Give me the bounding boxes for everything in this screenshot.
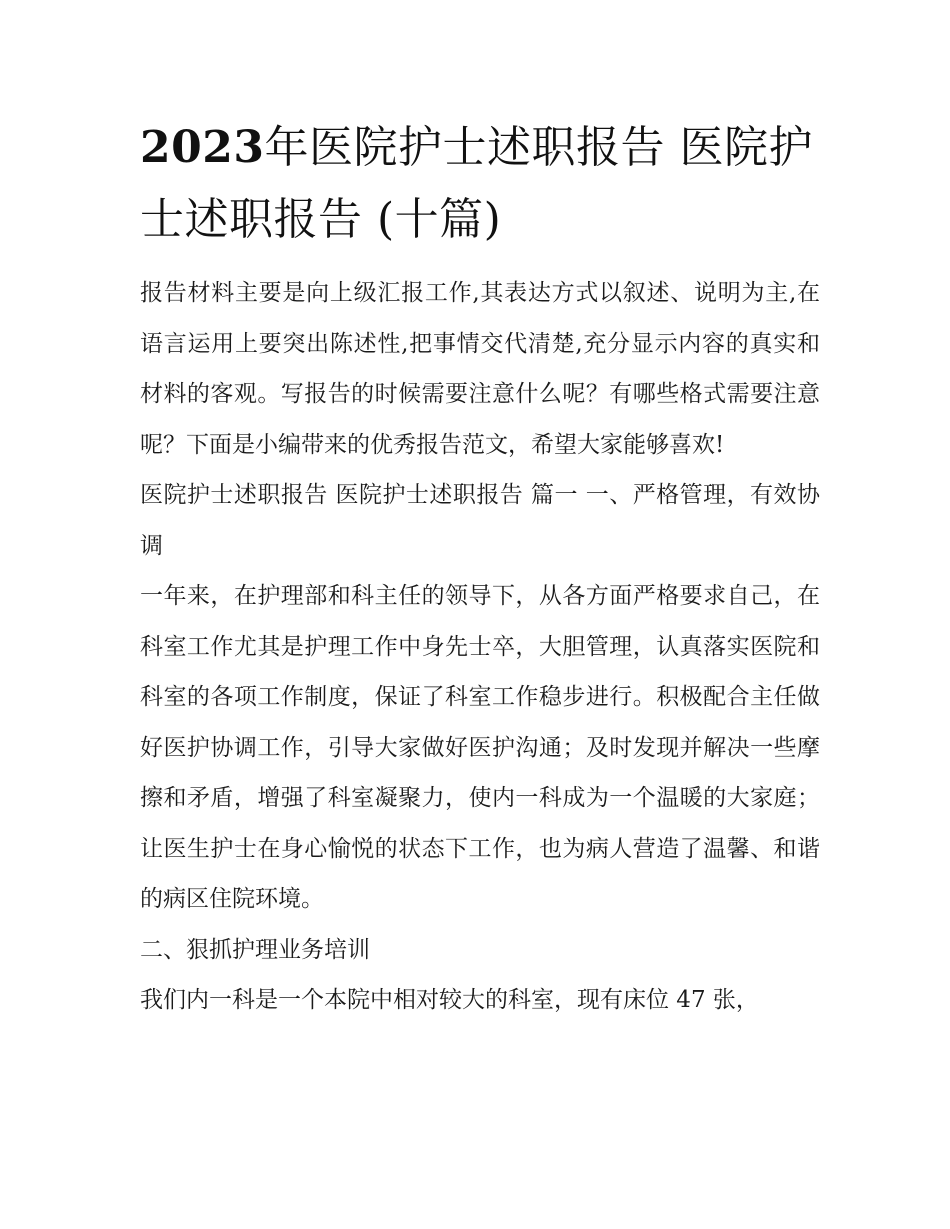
paragraph-intro: 报告材料主要是向上级汇报工作,其表达方式以叙述、说明为主,在语言运用上要突出陈述性,把事情交代清楚,充分显示内容的真实和材料的客观。写报告的时候需要注意什么呢？有哪些格式需要注意呢？下面是小编带来的优秀报告范文，希望大家能够喜欢!	[140, 280, 820, 458]
paragraph-management: 一年来，在护理部和科主任的领导下，从各方面严格要求自己，在科室工作尤其是护理工作中身先士卒，大胆管理，认真落实医院和科室的各项工作制度，保证了科室工作稳步进行。积极配合主任做好医护协调工作，引导大家做好医护沟通；及时发现并解决一些摩擦和矛盾，增强了科室凝聚力，使内一科成为一个温暖的大家庭；让医生护士在身心愉悦的状态下工作，也为病人营造了温馨、和谐的病区住院环境。	[140, 583, 820, 912]
title-year: 2023	[140, 122, 265, 173]
paragraph-section-heading-2: 二、狠抓护理业务培训	[140, 936, 370, 963]
document-title	[140, 112, 820, 256]
title-text: 年医院护士述职报告 医院护士述职报告 (十篇)	[140, 122, 813, 245]
document-content	[140, 112, 820, 1026]
document-body	[140, 268, 820, 1026]
paragraph-department: 我们内一科是一个本院中相对较大的科室，现有床位 47 张，	[140, 987, 759, 1013]
paragraph-section-heading-1: 医院护士述职报告 医院护士述职报告 篇一 一、严格管理，有效协调	[140, 482, 820, 559]
